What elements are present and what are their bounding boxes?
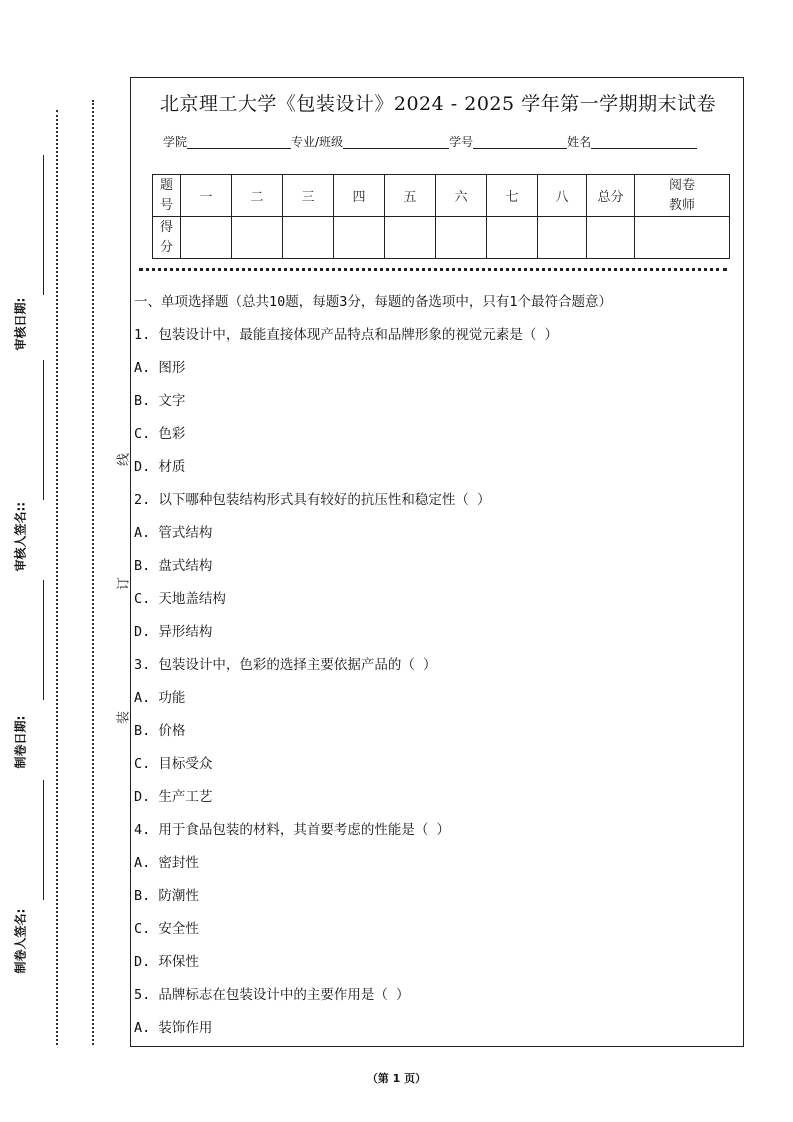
college-blank[interactable] xyxy=(187,136,291,149)
column-header: 二 xyxy=(232,175,283,217)
binding-marks xyxy=(52,0,132,1122)
option: B. 价格 xyxy=(134,723,186,739)
student-info-row xyxy=(163,133,697,150)
score-cell[interactable] xyxy=(232,217,283,259)
column-header: 一 xyxy=(181,175,232,217)
column-header: 总分 xyxy=(587,175,635,217)
column-header: 四 xyxy=(334,175,385,217)
option: A. 密封性 xyxy=(134,855,199,871)
column-header: 七 xyxy=(487,175,538,217)
student-id-blank[interactable] xyxy=(473,136,567,149)
column-header: 八 xyxy=(538,175,587,217)
question-stem: 3. 包装设计中，色彩的选择主要依据产品的（ ） xyxy=(134,657,437,673)
review-date-line xyxy=(43,155,44,295)
option: C. 目标受众 xyxy=(134,756,213,772)
option: B. 盘式结构 xyxy=(134,558,213,574)
option: B. 文字 xyxy=(134,393,186,409)
signature-margin xyxy=(0,0,60,1122)
header-label-cell xyxy=(153,175,181,217)
grader-label: 阅卷教师 xyxy=(668,177,695,213)
score-table-score-row xyxy=(153,217,730,259)
score-cell[interactable] xyxy=(334,217,385,259)
column-header: 三 xyxy=(283,175,334,217)
major-class-blank[interactable] xyxy=(343,136,449,149)
exam-title: 北京理工大学《包装设计》2024 - 2025 学年第一学期期末试卷 xyxy=(159,93,717,115)
option: B. 防潮性 xyxy=(134,888,199,904)
college-label: 学院 xyxy=(163,135,188,149)
reviewer-sign-label: 审核人签名:: xyxy=(13,501,28,572)
major-class-label: 专业/班级 xyxy=(291,135,344,149)
score-cell[interactable] xyxy=(436,217,487,259)
score-cell[interactable] xyxy=(283,217,334,259)
score-label: 得分 xyxy=(159,219,173,255)
header-separator xyxy=(139,268,727,271)
exam-paper xyxy=(130,77,744,1047)
name-label: 姓名 xyxy=(567,135,592,149)
option: A. 功能 xyxy=(134,690,186,706)
score-cell[interactable] xyxy=(487,217,538,259)
binding-mark-zhuang: 装 xyxy=(113,696,132,740)
option: A. 装饰作用 xyxy=(134,1020,213,1036)
name-blank[interactable] xyxy=(591,136,697,149)
student-id-label: 学号 xyxy=(449,135,474,149)
option: C. 安全性 xyxy=(134,921,199,937)
option: D. 材质 xyxy=(134,459,186,475)
score-table-header-row xyxy=(153,175,730,217)
score-label-cell xyxy=(153,217,181,259)
option: C. 天地盖结构 xyxy=(134,591,226,607)
score-cell[interactable] xyxy=(181,217,232,259)
paper-date-line xyxy=(43,580,44,700)
score-cell[interactable] xyxy=(538,217,587,259)
column-header: 五 xyxy=(385,175,436,217)
column-header: 六 xyxy=(436,175,487,217)
score-cell[interactable] xyxy=(635,217,730,259)
column-header-grader xyxy=(635,175,730,217)
question-stem: 2. 以下哪种包装结构形式具有较好的抗压性和稳定性（ ） xyxy=(134,492,491,508)
paper-maker-sign-line xyxy=(43,780,44,900)
question-stem: 5. 品牌标志在包装设计中的主要作用是（ ） xyxy=(134,987,410,1003)
score-cell[interactable] xyxy=(587,217,635,259)
reviewer-sign-line xyxy=(43,360,44,500)
option: D. 环保性 xyxy=(134,954,199,970)
paper-date-label: 制卷日期: xyxy=(13,715,28,769)
section-heading: 一、单项选择题（总共10题，每题3分，每题的备选项中，只有1个最符合题意） xyxy=(134,294,613,310)
option: A. 管式结构 xyxy=(134,525,213,541)
binding-mark-ding: 订 xyxy=(113,562,132,606)
option: D. 生产工艺 xyxy=(134,789,213,805)
binding-mark-xian: 线 xyxy=(113,438,132,482)
score-table xyxy=(152,174,730,259)
page-number: （第 1 页） xyxy=(366,1072,427,1085)
paper-maker-sign-label: 制卷人签名: xyxy=(13,908,28,974)
header-label: 题号 xyxy=(159,177,173,213)
question-stem: 1. 包装设计中，最能直接体现产品特点和品牌形象的视觉元素是（ ） xyxy=(134,327,559,343)
option: D. 异形结构 xyxy=(134,624,213,640)
option: A. 图形 xyxy=(134,360,186,376)
option: C. 色彩 xyxy=(134,426,186,442)
score-cell[interactable] xyxy=(385,217,436,259)
review-date-label: 审核日期: xyxy=(13,297,28,351)
question-stem: 4. 用于食品包装的材料，其首要考虑的性能是（ ） xyxy=(134,822,451,838)
